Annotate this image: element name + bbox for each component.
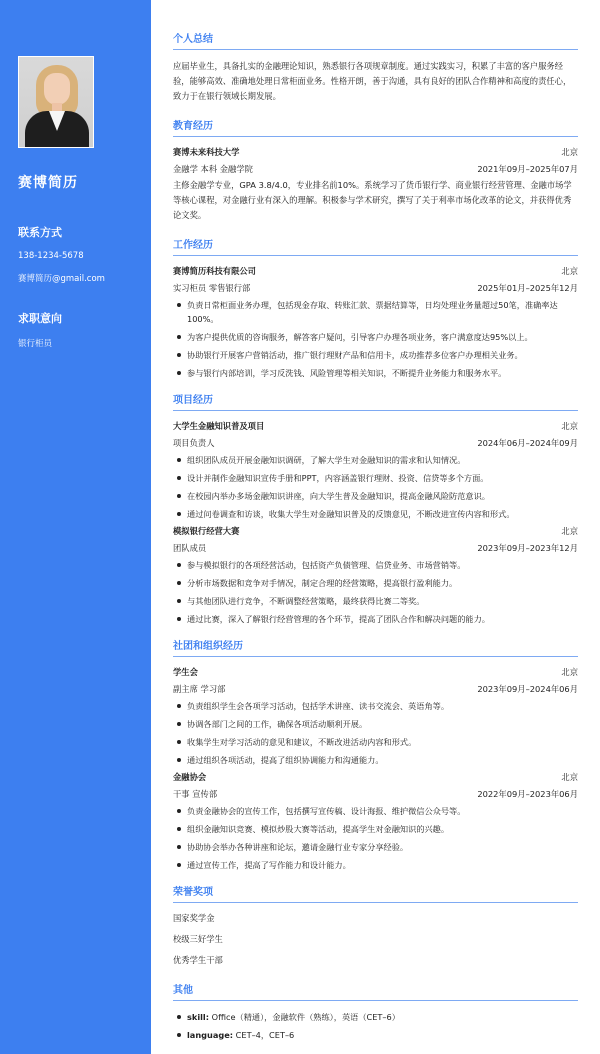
campus-entry xyxy=(173,771,578,872)
language-key: language: xyxy=(187,1030,234,1040)
project-list xyxy=(173,558,578,626)
list-item: 负责组织学生会各项学习活动，包括学术讲座、读书交流会、英语角等。 xyxy=(173,699,578,713)
skill-item xyxy=(173,1010,578,1024)
list-item: 通过宣传工作，提高了写作能力和设计能力。 xyxy=(173,858,578,872)
other-list xyxy=(173,1010,578,1042)
section-title-work: 工作经历 xyxy=(173,236,578,256)
campus-header xyxy=(173,771,578,784)
honor-item: 校级三好学生 xyxy=(173,934,223,944)
list-item: 在校园内举办多场金融知识讲座，向大学生普及金融知识，提高金融风险防范意识。 xyxy=(173,489,578,503)
education-desc: 主修金融学专业，GPA 3.8/4.0，专业排名前10%。系统学习了货币银行学、商业银行经营管理、金融市场学等核心课程，对金融行业有深入的理解。积极参与学术研究，撰写了关于利率市场化改革的论文，并获得优秀论文奖。 xyxy=(173,180,572,220)
project-role: 项目负责人 xyxy=(173,438,215,448)
sidebar xyxy=(0,0,151,1054)
campus-org: 学生会 xyxy=(173,667,198,677)
school-location: 北京 xyxy=(561,147,578,157)
list-item: 组织金融知识竞赛、模拟炒股大赛等活动，提高学生对金融知识的兴趣。 xyxy=(173,822,578,836)
section-title-projects: 项目经历 xyxy=(173,391,578,411)
honor-item: 国家奖学金 xyxy=(173,913,215,923)
education-subheader xyxy=(173,163,578,176)
skill-value: Office（精通），金融软件（熟练），英语（CET–6） xyxy=(209,1012,400,1022)
campus-location: 北京 xyxy=(561,667,578,677)
project-period: 2023年09月–2023年12月 xyxy=(477,543,578,553)
project-location: 北京 xyxy=(561,421,578,431)
list-item: 分析市场数据和竞争对手情况，制定合理的经营策略，提高银行盈利能力。 xyxy=(173,576,578,590)
project-subheader xyxy=(173,437,578,450)
section-title-campus: 社团和组织经历 xyxy=(173,637,578,657)
project-entry xyxy=(173,420,578,521)
campus-role: 干事 宣传部 xyxy=(173,789,218,799)
project-name: 模拟银行经营大赛 xyxy=(173,526,240,536)
list-item: 负责金融协会的宣传工作，包括撰写宣传稿、设计海报、维护微信公众号等。 xyxy=(173,804,578,818)
list-item: 协调各部门之间的工作，确保各项活动顺利开展。 xyxy=(173,717,578,731)
campus-subheader xyxy=(173,788,578,801)
campus-role: 副主席 学习部 xyxy=(173,684,226,694)
profile-photo xyxy=(18,56,94,148)
campus-entry xyxy=(173,666,578,767)
campus-header xyxy=(173,666,578,679)
campus-org: 金融协会 xyxy=(173,772,207,782)
work-list xyxy=(173,298,578,380)
campus-location: 北京 xyxy=(561,772,578,782)
project-subheader xyxy=(173,542,578,555)
list-item: 通过组织各项活动，提高了组织协调能力和沟通能力。 xyxy=(173,753,578,767)
job-intent: 银行柜员 xyxy=(18,339,53,349)
contact-phone: 138-1234-5678 xyxy=(18,251,84,261)
list-item: 参与模拟银行的各项经营活动，包括资产负债管理、信贷业务、市场营销等。 xyxy=(173,558,578,572)
project-header xyxy=(173,420,578,433)
resume-name: 赛博简历 xyxy=(18,175,78,191)
list-item: 收集学生对学习活动的意见和建议，不断改进活动内容和形式。 xyxy=(173,735,578,749)
campus-subheader xyxy=(173,683,578,696)
job-intent-title: 求职意向 xyxy=(18,312,62,325)
contact-title: 联系方式 xyxy=(18,226,62,239)
list-item: 设计并制作金融知识宣传手册和PPT，内容涵盖银行理财、投资、信贷等多个方面。 xyxy=(173,471,578,485)
section-title-education: 教育经历 xyxy=(173,117,578,137)
campus-list xyxy=(173,699,578,767)
work-role: 实习柜员 零售银行部 xyxy=(173,283,251,293)
project-role: 团队成员 xyxy=(173,543,207,553)
section-title-other: 其他 xyxy=(173,981,578,1001)
project-location: 北京 xyxy=(561,526,578,536)
campus-period: 2023年09月–2024年06月 xyxy=(477,684,578,694)
summary-text: 应届毕业生，具备扎实的金融理论知识，熟悉银行各项规章制度。通过实践实习，积累了丰富的客户服务经验，能够高效、准确地处理日常柜面业务。性格开朗，善于沟通，具有良好的团队合作精神和高度的责任心，致力于在银行领域长期发展。 xyxy=(173,61,572,101)
project-list xyxy=(173,453,578,521)
list-item: 为客户提供优质的咨询服务，解答客户疑问，引导客户办理各项业务，客户满意度达95%以上。 xyxy=(173,330,578,344)
language-item xyxy=(173,1028,578,1042)
project-entry xyxy=(173,525,578,626)
skill-key: skill: xyxy=(187,1012,210,1022)
project-period: 2024年06月–2024年09月 xyxy=(477,438,578,448)
school-name: 赛博未来科技大学 xyxy=(173,147,240,157)
project-header xyxy=(173,525,578,538)
language-value: CET–4，CET–6 xyxy=(233,1030,295,1040)
campus-period: 2022年09月–2023年06月 xyxy=(477,789,578,799)
list-item: 与其他团队进行竞争，不断调整经营策略，最终获得比赛二等奖。 xyxy=(173,594,578,608)
education-header xyxy=(173,146,578,159)
work-subheader xyxy=(173,282,578,295)
education-major: 金融学 本科 金融学院 xyxy=(173,164,253,174)
list-item: 通过问卷调查和访谈，收集大学生对金融知识普及的反馈意见，不断改进宣传内容和形式。 xyxy=(173,507,578,521)
work-period: 2025年01月–2025年12月 xyxy=(477,283,578,293)
section-title-summary: 个人总结 xyxy=(173,30,578,50)
main-content xyxy=(173,30,578,1046)
list-item: 负责日常柜面业务办理，包括现金存取、转账汇款、票据结算等，日均处理业务量超过50笔，准确率达100%。 xyxy=(173,298,578,326)
honor-item: 优秀学生干部 xyxy=(173,955,223,965)
contact-email: 赛博简历@gmail.com xyxy=(18,274,105,284)
list-item: 协助协会举办各种讲座和论坛，邀请金融行业专家分享经验。 xyxy=(173,840,578,854)
section-title-honors: 荣誉奖项 xyxy=(173,883,578,903)
campus-list xyxy=(173,804,578,872)
list-item: 参与银行内部培训，学习反洗钱、风险管理等相关知识，不断提升业务能力和服务水平。 xyxy=(173,366,578,380)
project-name: 大学生金融知识普及项目 xyxy=(173,421,265,431)
work-header xyxy=(173,265,578,278)
list-item: 协助银行开展客户营销活动，推广银行理财产品和信用卡，成功推荐多位客户办理相关业务。 xyxy=(173,348,578,362)
work-location: 北京 xyxy=(561,266,578,276)
list-item: 组织团队成员开展金融知识调研，了解大学生对金融知识的需求和认知情况。 xyxy=(173,453,578,467)
work-company: 赛博简历科技有限公司 xyxy=(173,266,256,276)
list-item: 通过比赛，深入了解银行经营管理的各个环节，提高了团队合作和解决问题的能力。 xyxy=(173,612,578,626)
education-period: 2021年09月–2025年07月 xyxy=(477,164,578,174)
